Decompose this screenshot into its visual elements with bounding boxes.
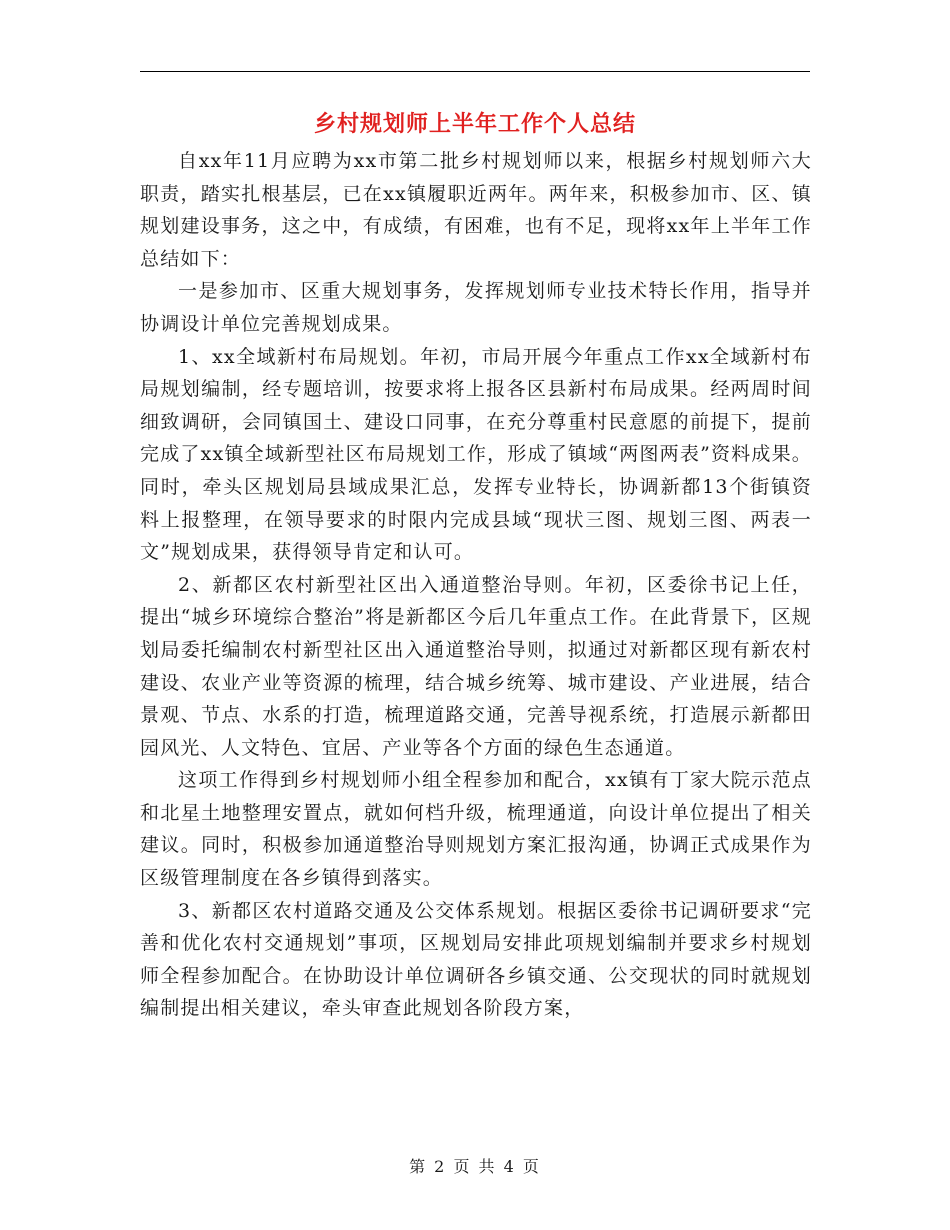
paragraph-intro: 自xx年11月应聘为xx市第二批乡村规划师以来，根据乡村规划师六大职责，踏实扎根基层，已在xx镇履职近两年。两年来，积极参加市、区、镇规划建设事务，这之中，有成绩，有困难，也有不足，现将xx年上半年工作总结如下：	[140, 150, 812, 270]
paragraph-item-2-followup: 这项工作得到乡村规划师小组全程参加和配合，xx镇有丁家大院示范点和北星土地整理安置点，就如何档升级，梳理通道，向设计单位提出了相关建议。同时，积极参加通道整治导则规划方案汇报沟通，协调正式成果作为区级管理制度在各乡镇得到落实。	[140, 769, 812, 890]
document-title: 乡村规划师上半年工作个人总结	[313, 112, 636, 137]
paragraph-item-3: 3、新都区农村道路交通及公交体系规划。根据区委徐书记调研要求“完善和优化农村交通规划”事项，区规划局安排此项规划编制并要求乡村规划师全程参加配合。在协助设计单位调研各乡镇交通、公交现状的同时就规划编制提出相关建议，牵头审查此规划各阶段方案，	[140, 899, 812, 1020]
page-number-footer: 第 2 页 共 4 页	[409, 1157, 541, 1176]
paragraph-item-1: 1、xx全域新村布局规划。年初，市局开展今年重点工作xx全域新村布局规划编制，经专题培训，按要求将上报各区县新村布局成果。经两周时间细致调研，会同镇国土、建设口同事，在充分尊重村民意愿的前提下，提前完成了xx镇全域新型社区布局规划工作，形成了镇域“两图两表”资料成果。同时，牵头区规划局县域成果汇总，发挥专业特长，协调新都13个街镇资料上报整理，在领导要求的时限内完成县域“现状三图、规划三图、两表一文”规划成果，获得领导肯定和认可。	[140, 345, 812, 564]
header-rule	[140, 71, 810, 72]
paragraph-item-2: 2、新都区农村新型社区出入通道整治导则。年初，区委徐书记上任，提出“城乡环境综合整治”将是新都区今后几年重点工作。在此背景下，区规划局委托编制农村新型社区出入通道整治导则，拟通过对新都区现有新农村建设、农业产业等资源的梳理，结合城乡统筹、城市建设、产业进展，结合景观、节点、水系的打造，梳理道路交通，完善导视系统，打造展示新都田园风光、人文特色、宜居、产业等各个方面的绿色生态通道。	[140, 573, 812, 759]
paragraph-section-one: 一是参加市、区重大规划事务，发挥规划师专业技术特长作用，指导并协调设计单位完善规划成果。	[140, 280, 812, 335]
document-body	[140, 145, 812, 1025]
